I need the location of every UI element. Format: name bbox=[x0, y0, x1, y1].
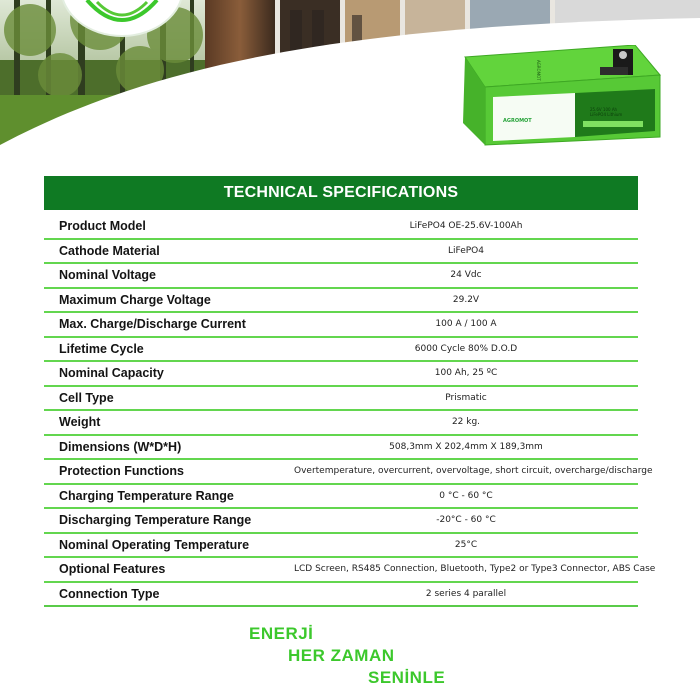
spec-label: Lifetime Cycle bbox=[59, 341, 144, 356]
spec-row-dimensions bbox=[44, 436, 638, 461]
spec-row-nominal-capacity bbox=[44, 362, 638, 387]
globe-logo-icon bbox=[62, 0, 182, 35]
spec-value: 24 Vdc bbox=[450, 270, 482, 281]
spec-row-nominal-voltage bbox=[44, 264, 638, 289]
spec-label: Product Model bbox=[59, 219, 146, 234]
slogan-line-3: SENİNLE bbox=[368, 668, 446, 687]
spec-value: 29.2V bbox=[452, 294, 480, 305]
spec-row-cell-type bbox=[44, 387, 638, 412]
spec-value: Prismatic bbox=[445, 392, 487, 403]
spec-row-charging-temp bbox=[44, 485, 638, 510]
spec-value: 2 series 4 parallel bbox=[425, 588, 507, 599]
battery-product-image bbox=[455, 45, 665, 147]
battery-icon bbox=[455, 45, 665, 147]
spec-value: LiFePO4 bbox=[448, 245, 484, 256]
spec-value: 6000 Cycle 80% D.O.D bbox=[414, 343, 518, 354]
spec-row-connection-type bbox=[44, 583, 638, 608]
spec-value: 508,3mm X 202,4mm X 189,3mm bbox=[389, 441, 543, 452]
spec-label: Weight bbox=[59, 415, 101, 430]
spec-table-title: TECHNICAL SPECIFICATIONS bbox=[44, 176, 638, 210]
spec-label: Dimensions (W*D*H) bbox=[59, 439, 182, 454]
spec-label: Cell Type bbox=[59, 390, 114, 405]
spec-label: Max. Charge/Discharge Current bbox=[59, 317, 246, 332]
spec-row-discharging-temp bbox=[44, 509, 638, 534]
spec-label: Connection Type bbox=[59, 586, 160, 601]
spec-label: Maximum Charge Voltage bbox=[59, 292, 211, 307]
spec-row-lifetime-cycle bbox=[44, 338, 638, 363]
spec-row-product-model bbox=[44, 215, 638, 240]
battery-brand-front: AGROMOT bbox=[503, 118, 532, 124]
spec-value: -20°C - 60 °C bbox=[436, 515, 496, 526]
spec-label: Charging Temperature Range bbox=[59, 488, 234, 503]
battery-spec-label bbox=[590, 107, 640, 117]
spec-value: 25°C bbox=[454, 539, 478, 550]
slogan-line-1: ENERJİ bbox=[249, 624, 314, 643]
spec-label: Cathode Material bbox=[59, 243, 160, 258]
spec-label: Optional Features bbox=[59, 562, 166, 577]
battery-label-line2: LiFePO4 Lithium bbox=[590, 112, 623, 117]
spec-row-cathode-material bbox=[44, 240, 638, 265]
spec-label: Nominal Operating Temperature bbox=[59, 537, 250, 552]
spec-label: Nominal Voltage bbox=[59, 268, 157, 283]
battery-label-line1: 25.6V 100 Ah bbox=[590, 107, 618, 112]
spec-label: Nominal Capacity bbox=[59, 366, 164, 381]
spec-value: 100 A / 100 A bbox=[435, 319, 497, 330]
spec-value: 0 °C - 60 °C bbox=[439, 490, 493, 501]
battery-brand-top: AGROMOT bbox=[536, 60, 541, 81]
brand-logo bbox=[60, 0, 184, 37]
spec-row-max-charge-voltage bbox=[44, 289, 638, 314]
spec-row-max-current bbox=[44, 313, 638, 338]
spec-row-optional-features bbox=[44, 558, 656, 583]
spec-label: Discharging Temperature Range bbox=[59, 513, 252, 528]
slogan-line-2: HER ZAMAN bbox=[288, 646, 395, 665]
spec-label: Protection Functions bbox=[59, 464, 184, 479]
spec-value: LiFePO4 OE-25.6V-100Ah bbox=[409, 221, 523, 232]
spec-value: 100 Ah, 25 ºC bbox=[434, 368, 498, 379]
spec-row-protection-functions bbox=[44, 460, 653, 485]
spec-value: Overtemperature, overcurrent, overvoltage, short circuit, overcharge/discharge bbox=[294, 466, 653, 477]
spec-value: LCD Screen, RS485 Connection, Bluetooth, Type2 or Type3 Connector, ABS Case bbox=[294, 564, 656, 575]
spec-value: 22 kg. bbox=[451, 417, 481, 428]
spec-row-weight bbox=[44, 411, 638, 436]
spec-table bbox=[44, 215, 656, 607]
spec-row-operating-temp bbox=[44, 534, 638, 559]
